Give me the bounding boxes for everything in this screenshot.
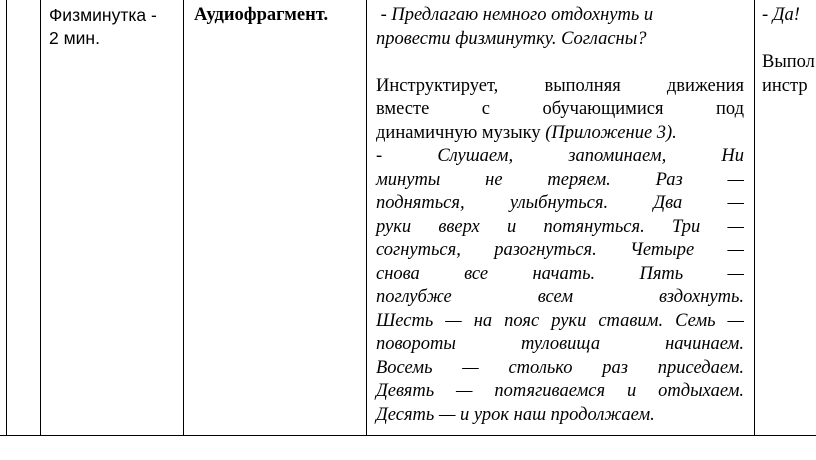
student-line-3: инстр bbox=[762, 75, 808, 96]
table-border-left bbox=[6, 0, 7, 436]
instruction-music: динамичную музыку bbox=[376, 122, 546, 143]
table-border-col4 bbox=[754, 0, 755, 436]
poem-line: согнуться, разогнуться. Четыре — bbox=[376, 240, 744, 260]
table-row-bottom-border bbox=[0, 435, 816, 436]
poem-line: - Слушаем, запоминаем, Ни bbox=[376, 146, 744, 166]
student-gap bbox=[762, 28, 816, 52]
poem-line: снова все начать. Пять — bbox=[376, 263, 744, 284]
instruction-line-3 bbox=[376, 122, 744, 146]
poem-line: Шесть — на пояс руки ставим. Семь — bbox=[376, 310, 744, 331]
poem-line: подняться, улыбнуться. Два — bbox=[376, 193, 744, 213]
poem-line: Восемь — столько раз приседаем. bbox=[376, 357, 744, 378]
student-line-2: Выпол bbox=[762, 52, 815, 72]
instruction-line-1: Инструктирует, выполняя движения bbox=[376, 75, 744, 96]
paragraph-gap bbox=[376, 51, 744, 75]
poem-line: Десять — и урок наш продолжаем. bbox=[376, 404, 655, 425]
poem-block bbox=[376, 145, 744, 427]
poem-line: повороты туловища начинаем. bbox=[376, 334, 744, 354]
poem-line: Девять — потягиваемся и отдыхаем. bbox=[376, 381, 744, 401]
offer-line-2: провести физминутку. Согласны? bbox=[376, 28, 647, 49]
stage-line-1: Физминутка - bbox=[49, 5, 157, 25]
student-answer: - Да! bbox=[762, 5, 800, 25]
table-border-col2 bbox=[183, 0, 184, 436]
appendix-ref: (Приложение 3). bbox=[545, 122, 677, 143]
teacher-activity-cell bbox=[376, 4, 744, 427]
stage-line-2: 2 мин. bbox=[49, 28, 100, 48]
method-text: Аудиофрагмент. bbox=[194, 5, 329, 25]
poem-line: минуты не теряем. Раз — bbox=[376, 169, 744, 190]
student-activity-cell bbox=[762, 4, 816, 98]
offer-line-1: - Предлагаю немного отдохнуть и bbox=[376, 5, 654, 25]
method-cell bbox=[194, 4, 364, 28]
instruction-line-2: вместе с обучающимися под bbox=[376, 99, 744, 119]
table-border-col1 bbox=[40, 0, 41, 436]
poem-line: поглубже всем вздохнуть. bbox=[376, 287, 744, 307]
table-border-col3 bbox=[366, 0, 367, 436]
stage-cell bbox=[49, 4, 177, 50]
poem-line: руки вверх и потянуться. Три — bbox=[376, 216, 744, 237]
